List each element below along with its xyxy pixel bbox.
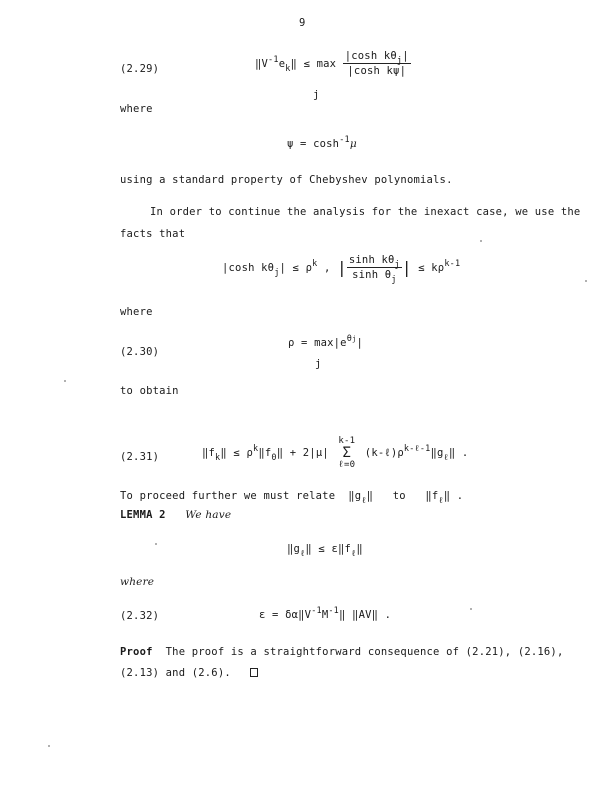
equation-2-30-max-index: j bbox=[315, 358, 322, 370]
psi-equation: $\psi = \cosh^{-1}\mu$ bbox=[287, 135, 357, 150]
facts-inequality: |cosh $k\theta_j| \le \rho^k$ , | $\frac{\sinh k\theta_j}{\sinh \theta_j}$ | ≤ $k\rho^{k-1}$ bbox=[222, 254, 461, 285]
paragraph-line-1: In order to continue the analysis for the inexact case, we use the bbox=[150, 206, 581, 218]
to-obtain-text: to obtain bbox=[120, 385, 179, 397]
scan-speck bbox=[480, 240, 482, 242]
proof-label: Proof bbox=[120, 646, 153, 658]
paragraph-line-2: facts that bbox=[120, 228, 186, 240]
equation-2-29-max-index: j bbox=[313, 89, 320, 101]
scan-speck bbox=[64, 380, 66, 382]
equation-label-2-31: (2.31) bbox=[120, 451, 160, 463]
equation-2-29: $‖V^{-1}e_k‖ \le \max$ $\frac{|\cosh k\theta_j|}{\text{|cosh kψ|}}$ bbox=[255, 50, 409, 77]
lemma-inequality: $‖g_\ell‖$ ≤ $\varepsilon‖f_\ell‖$ bbox=[287, 543, 363, 559]
scan-speck bbox=[48, 745, 50, 747]
proof-line-2: (2.13) and (2.6). bbox=[120, 667, 258, 679]
proceed-text: To proceed further we must relate $‖g_\ell‖$ to $‖f_\ell‖$ . bbox=[120, 490, 464, 506]
scan-speck bbox=[470, 608, 472, 610]
where-text-3: where bbox=[120, 576, 155, 588]
equation-label-2-30: (2.30) bbox=[120, 346, 160, 358]
scan-speck bbox=[155, 543, 157, 545]
where-text-2: where bbox=[120, 306, 153, 318]
page-number: 9 bbox=[299, 17, 306, 29]
equation-label-2-29: (2.29) bbox=[120, 63, 160, 75]
where-text-1: where bbox=[120, 103, 153, 115]
proof-line-1: Proof The proof is a straightforward consequence of (2.21), (2.16), bbox=[120, 646, 564, 658]
equation-label-2-32: (2.32) bbox=[120, 610, 160, 622]
qed-square-icon bbox=[250, 668, 258, 677]
lemma-label: LEMMA 2 bbox=[120, 509, 166, 521]
lemma-heading bbox=[120, 509, 231, 521]
lemma-text: We have bbox=[185, 509, 232, 521]
equation-2-31: $‖f_k‖$ ≤ $\rho^k‖f_0‖ + 2|\mu|$ k-1 Σ ℓ=0 $(k-\ell)\rho^{k-\ell-1}‖g_\ell‖$ . bbox=[202, 436, 469, 470]
equation-2-30: $\rho = \max|e^{\theta j}|$ bbox=[288, 334, 363, 349]
equation-2-32: $\varepsilon = \delta\alpha‖V^{-1}M^{-1}‖$ ‖AV‖ . bbox=[259, 606, 392, 621]
text-chebyshev-property: using a standard property of Chebyshev polynomials. bbox=[120, 174, 453, 186]
scan-speck bbox=[585, 280, 587, 282]
